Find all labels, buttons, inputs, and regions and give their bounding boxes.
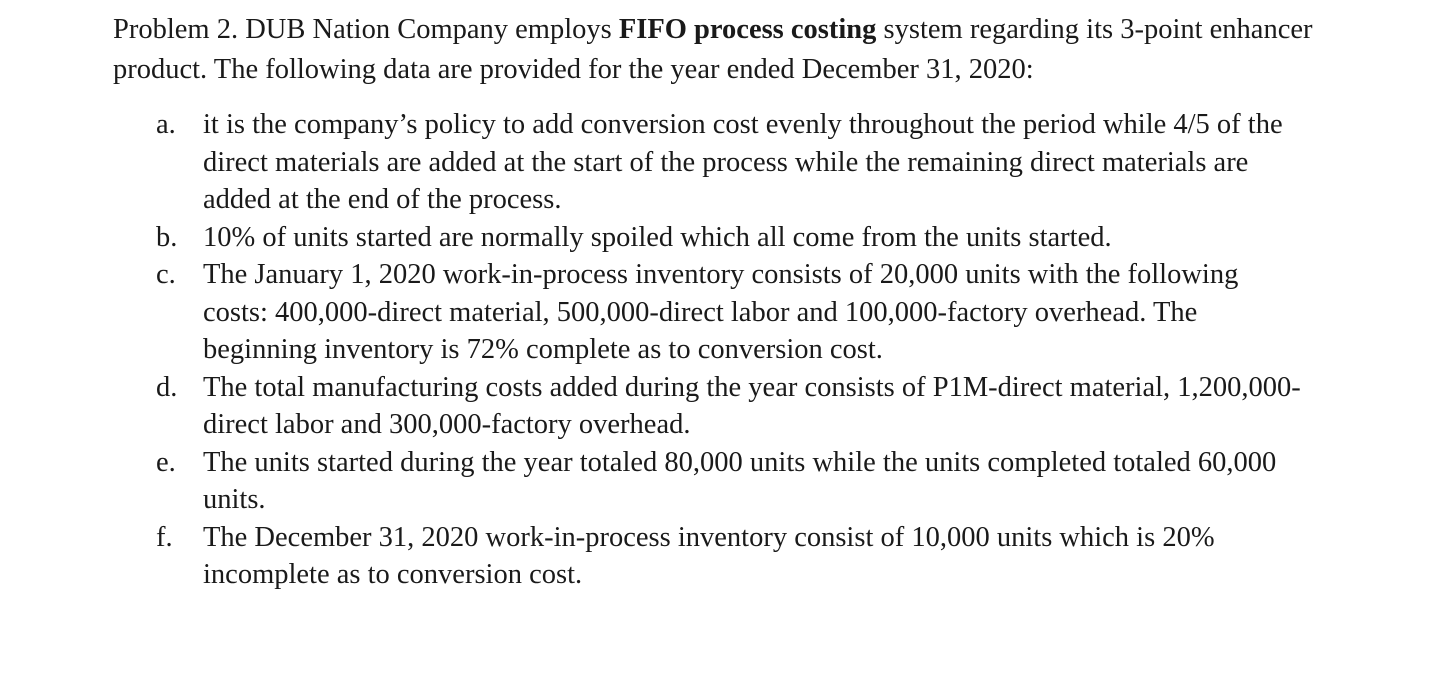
intro-text-start: Problem 2. DUB Nation Company employs [113, 14, 619, 45]
list-item-text: 10% of units started are normally spoiled which all come from the units started. [203, 221, 1112, 253]
intro-bold-method: FIFO process costing [618, 14, 877, 45]
list-item-text: The December 31, 2020 work-in-process inventory consist of 10,000 units which is 20% incomplete as to conversion cost. [203, 521, 1215, 590]
list-item-d [150, 369, 1310, 444]
list-marker: a. [156, 109, 176, 140]
list-item-b [150, 219, 1310, 257]
intro-text-end: system regarding its 3-point enhancer product. The following data are provided for the year ended December 31, 2020: [113, 14, 1313, 85]
list-marker: e. [156, 446, 176, 478]
list-marker: c. [156, 259, 176, 290]
list-item-a [150, 106, 1310, 219]
problem-intro [113, 10, 1313, 90]
list-item-text: The units started during the year totaled 80,000 units while the units completed totaled 60,000 units. [203, 446, 1277, 515]
list-item-e [150, 444, 1310, 519]
data-list [150, 106, 1310, 594]
list-item-c [150, 256, 1310, 369]
list-marker: f. [156, 521, 173, 553]
list-marker: d. [156, 371, 178, 403]
list-item-text: The total manufacturing costs added during the year consists of P1M-direct material, 1,200,000-direct labor and 300,000-factory overhead. [203, 371, 1301, 440]
list-item-text: The January 1, 2020 work-in-process inventory consists of 20,000 units with the following costs: 400,000-direct material, 500,000-direct labor and 100,000-factory overhead. The beginning inventory is 72% complete as to conversion cost. [203, 259, 1239, 365]
list-marker: b. [156, 221, 178, 253]
list-item-f [150, 519, 1310, 594]
list-item-text: it is the company’s policy to add conversion cost evenly throughout the period while 4/5 of the direct materials are added at the start of the process while the remaining direct materials are added at the end of the process. [203, 109, 1283, 215]
